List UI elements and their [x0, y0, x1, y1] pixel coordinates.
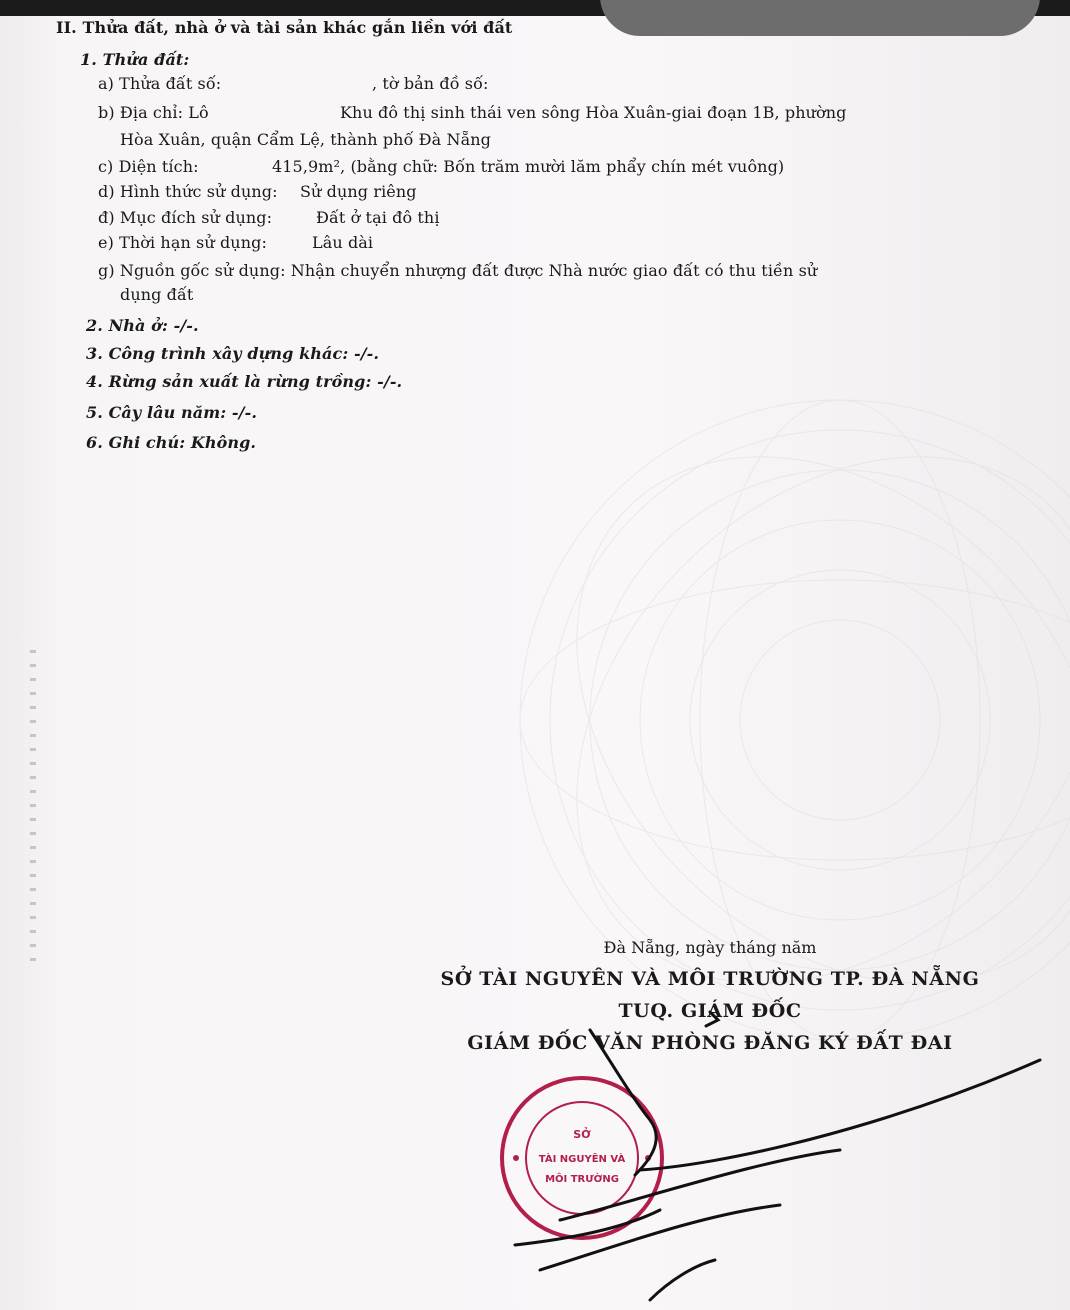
area-label: c) Diện tích:	[98, 157, 199, 176]
item-planted-forest: 4. Rừng sản xuất là rừng trồng: -/-.	[86, 372, 403, 391]
address-line-2: Hòa Xuân, quận Cẩm Lệ, thành phố Đà Nẵng	[120, 130, 491, 149]
origin-line-1: g) Nguồn gốc sử dụng: Nhận chuyển nhượng đất được Nhà nước giao đất có thu tiền sử	[98, 261, 818, 280]
item-note: 6. Ghi chú: Không.	[86, 433, 257, 452]
signature-authorization: TUQ. GIÁM ĐỐC	[618, 1000, 802, 1022]
address-label: b) Địa chỉ: Lô	[98, 103, 209, 122]
signature-date-line: Đà Nẵng, ngày tháng năm	[603, 938, 817, 957]
seal-line-1: SỞ	[573, 1128, 591, 1141]
usage-form-label: d) Hình thức sử dụng:	[98, 182, 278, 201]
signature-org: SỞ TÀI NGUYÊN VÀ MÔI TRƯỜNG TP. ĐÀ NẴNG	[440, 968, 980, 990]
area-value: 415,9m², (bằng chữ: Bốn trăm mười lăm phẩy chín mét vuông)	[272, 157, 785, 176]
usage-form-value: Sử dụng riêng	[300, 182, 417, 201]
signature-title: GIÁM ĐỐC VĂN PHÒNG ĐĂNG KÝ ĐẤT ĐAI	[467, 1032, 953, 1054]
item-other-construction: 3. Công trình xây dựng khác: -/-.	[86, 344, 380, 363]
usage-term-value: Lâu dài	[312, 233, 374, 252]
item-perennial-trees: 5. Cây lâu năm: -/-.	[86, 403, 257, 422]
item-house: 2. Nhà ở: -/-.	[86, 316, 199, 335]
seal-line-3: MÔI TRƯỜNG	[545, 1174, 619, 1185]
handwritten-signature	[500, 1000, 1060, 1310]
usage-term-label: e) Thời hạn sử dụng:	[98, 233, 267, 252]
address-value: Khu đô thị sinh thái ven sông Hòa Xuân-giai đoạn 1B, phường	[340, 103, 847, 122]
land-heading: 1. Thửa đất:	[80, 50, 190, 69]
section-heading: II. Thửa đất, nhà ở và tài sản khác gắn liền với đất	[56, 18, 513, 37]
top-shadow-pill	[600, 0, 1040, 36]
origin-line-2: dụng đất	[120, 285, 194, 304]
map-sheet-label: , tờ bản đồ số:	[372, 74, 489, 93]
usage-purpose-value: Đất ở tại đô thị	[316, 208, 440, 227]
left-perforation	[30, 650, 36, 970]
parcel-number-label: a) Thửa đất số:	[98, 74, 222, 93]
usage-purpose-label: đ) Mục đích sử dụng:	[98, 208, 273, 227]
seal-line-2: TÀI NGUYÊN VÀ	[538, 1154, 626, 1165]
